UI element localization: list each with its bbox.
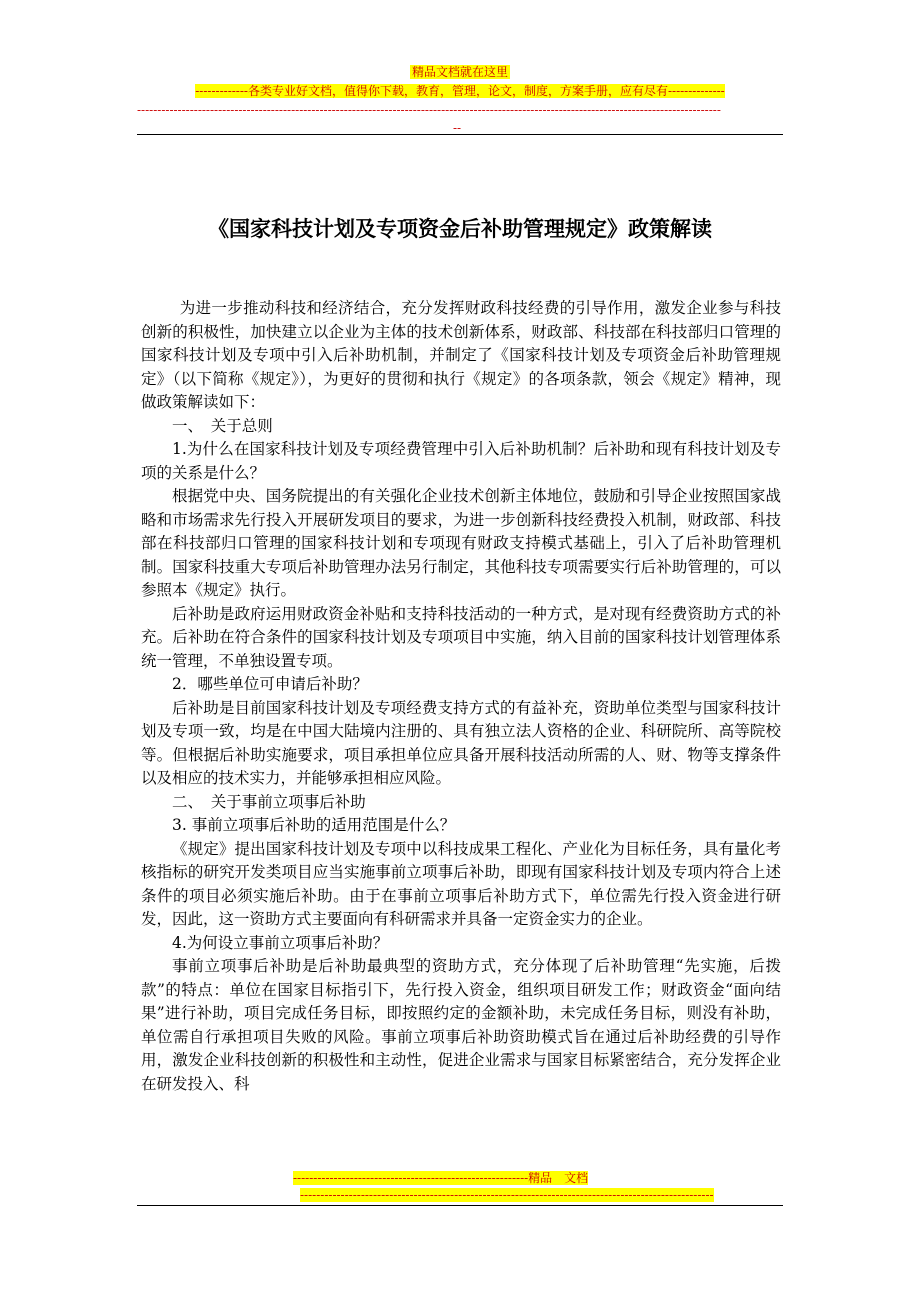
footer-banner: ----------------------------------------------------------精品 文档 (293, 1171, 589, 1185)
intro-paragraph: 为进一步推动科技和经济结合，充分发挥财政科技经费的引导作用，激发企业参与科技创新的积极性，加快建立以企业为主体的技术创新体系，财政部、科技部在科技部归口管理的国家科技计划及专项中引入后补助机制，并制定了《国家科技计划及专项资金后补助管理规定》（以下简称《规定》），为更好的贯彻和执行《规定》的各项条款，领会《规定》精神，现做政策解读如下： (141, 299, 781, 411)
document-body (141, 297, 781, 1096)
question-4: 4.为何设立事前立项事后补助？ (172, 933, 389, 952)
footer-rule (137, 1205, 783, 1206)
answer-1b: 后补助是政府运用财政资金补贴和支持科技活动的一种方式，是对现有经费资助方式的补充。后补助在符合条件的国家科技计划及专项项目中实施，纳入目前的国家科技计划管理体系统一管理，不单独设置专项。 (141, 604, 781, 670)
header-dash-tail: -- (453, 121, 462, 135)
answer-3: 《规定》提出国家科技计划及专项中以科技成果工程化、产业化为目标任务，具有量化考核指标的研究开发类项目应当实施事前立项事后补助，即现有国家科技计划及专项内符合上述条件的项目必须实施后补助。由于在事前立项事后补助方式下，单位需先行投入资金进行研发，因此，这一资助方式主要面向有科研需求并具备一定资金实力的企业。 (141, 839, 781, 928)
header-banner-title: 精品文档就在这里 (411, 65, 508, 79)
answer-2: 后补助是目前国家科技计划及专项经费支持方式的有益补充，资助单位类型与国家科技计划及专项一致，均是在中国大陆境内注册的、具有独立法人资格的企业、科研院所、高等院校等。但根据后补助实施要求，项目承担单位应具备开展科技活动所需的人、财、物等支撑条件以及相应的技术实力，并能够承担相应风险。 (141, 698, 781, 787)
answer-1a: 根据党中央、国务院提出的有关强化企业技术创新主体地位，鼓励和引导企业按照国家战略和市场需求先行投入开展研发项目的要求，为进一步创新科技经费投入机制，财政部、科技部在科技部归口管理的国家科技计划和专项现有财政支持模式基础上，引入了后补助管理机制。国家科技重大专项后补助管理办法另行制定，其他科技专项需要实行后补助管理的，可以参照本《规定》执行。 (141, 487, 781, 599)
question-3: 3. 事前立项事后补助的适用范围是什么？ (172, 816, 456, 834)
header-dash-line: ------------------------------------------------------------------------------------------------------------------------------------------------ (137, 103, 721, 117)
question-1: 1.为什么在国家科技计划及专项经费管理中引入后补助机制？后补助和现有科技计划及专项的关系是什么？ (141, 440, 781, 482)
document-title: 《国家科技计划及专项资金后补助管理规定》政策解读 (208, 217, 712, 241)
section-heading-prior-project: 二、 关于事前立项事后补助 (172, 792, 366, 811)
header-banner-slogan: -------------各类专业好文档，值得你下载，教育，管理，论文，制度，方案手册，应有尽有-------------- (195, 84, 725, 98)
header-rule (137, 134, 783, 135)
question-2: 2．哪些单位可申请后补助？ (172, 675, 368, 693)
footer-dash-line: ------------------------------------------------------------------------------------------------------ (300, 1188, 714, 1202)
section-heading-general: 一、 关于总则 (172, 416, 273, 435)
answer-4: 事前立项事后补助是后补助最典型的资助方式，充分体现了后补助管理“先实施，后拨款”的特点：单位在国家目标指引下，先行投入资金，组织项目研发工作；财政资金“面向结果”进行补助，项目完成任务目标，即按照约定的金额补助，未完成任务目标，则没有补助，单位需自行承担项目失败的风险。事前立项事后补助资助模式旨在通过后补助经费的引导作用，激发企业科技创新的积极性和主动性，促进企业需求与国家目标紧密结合，充分发挥企业在研发投入、科 (141, 957, 781, 1093)
